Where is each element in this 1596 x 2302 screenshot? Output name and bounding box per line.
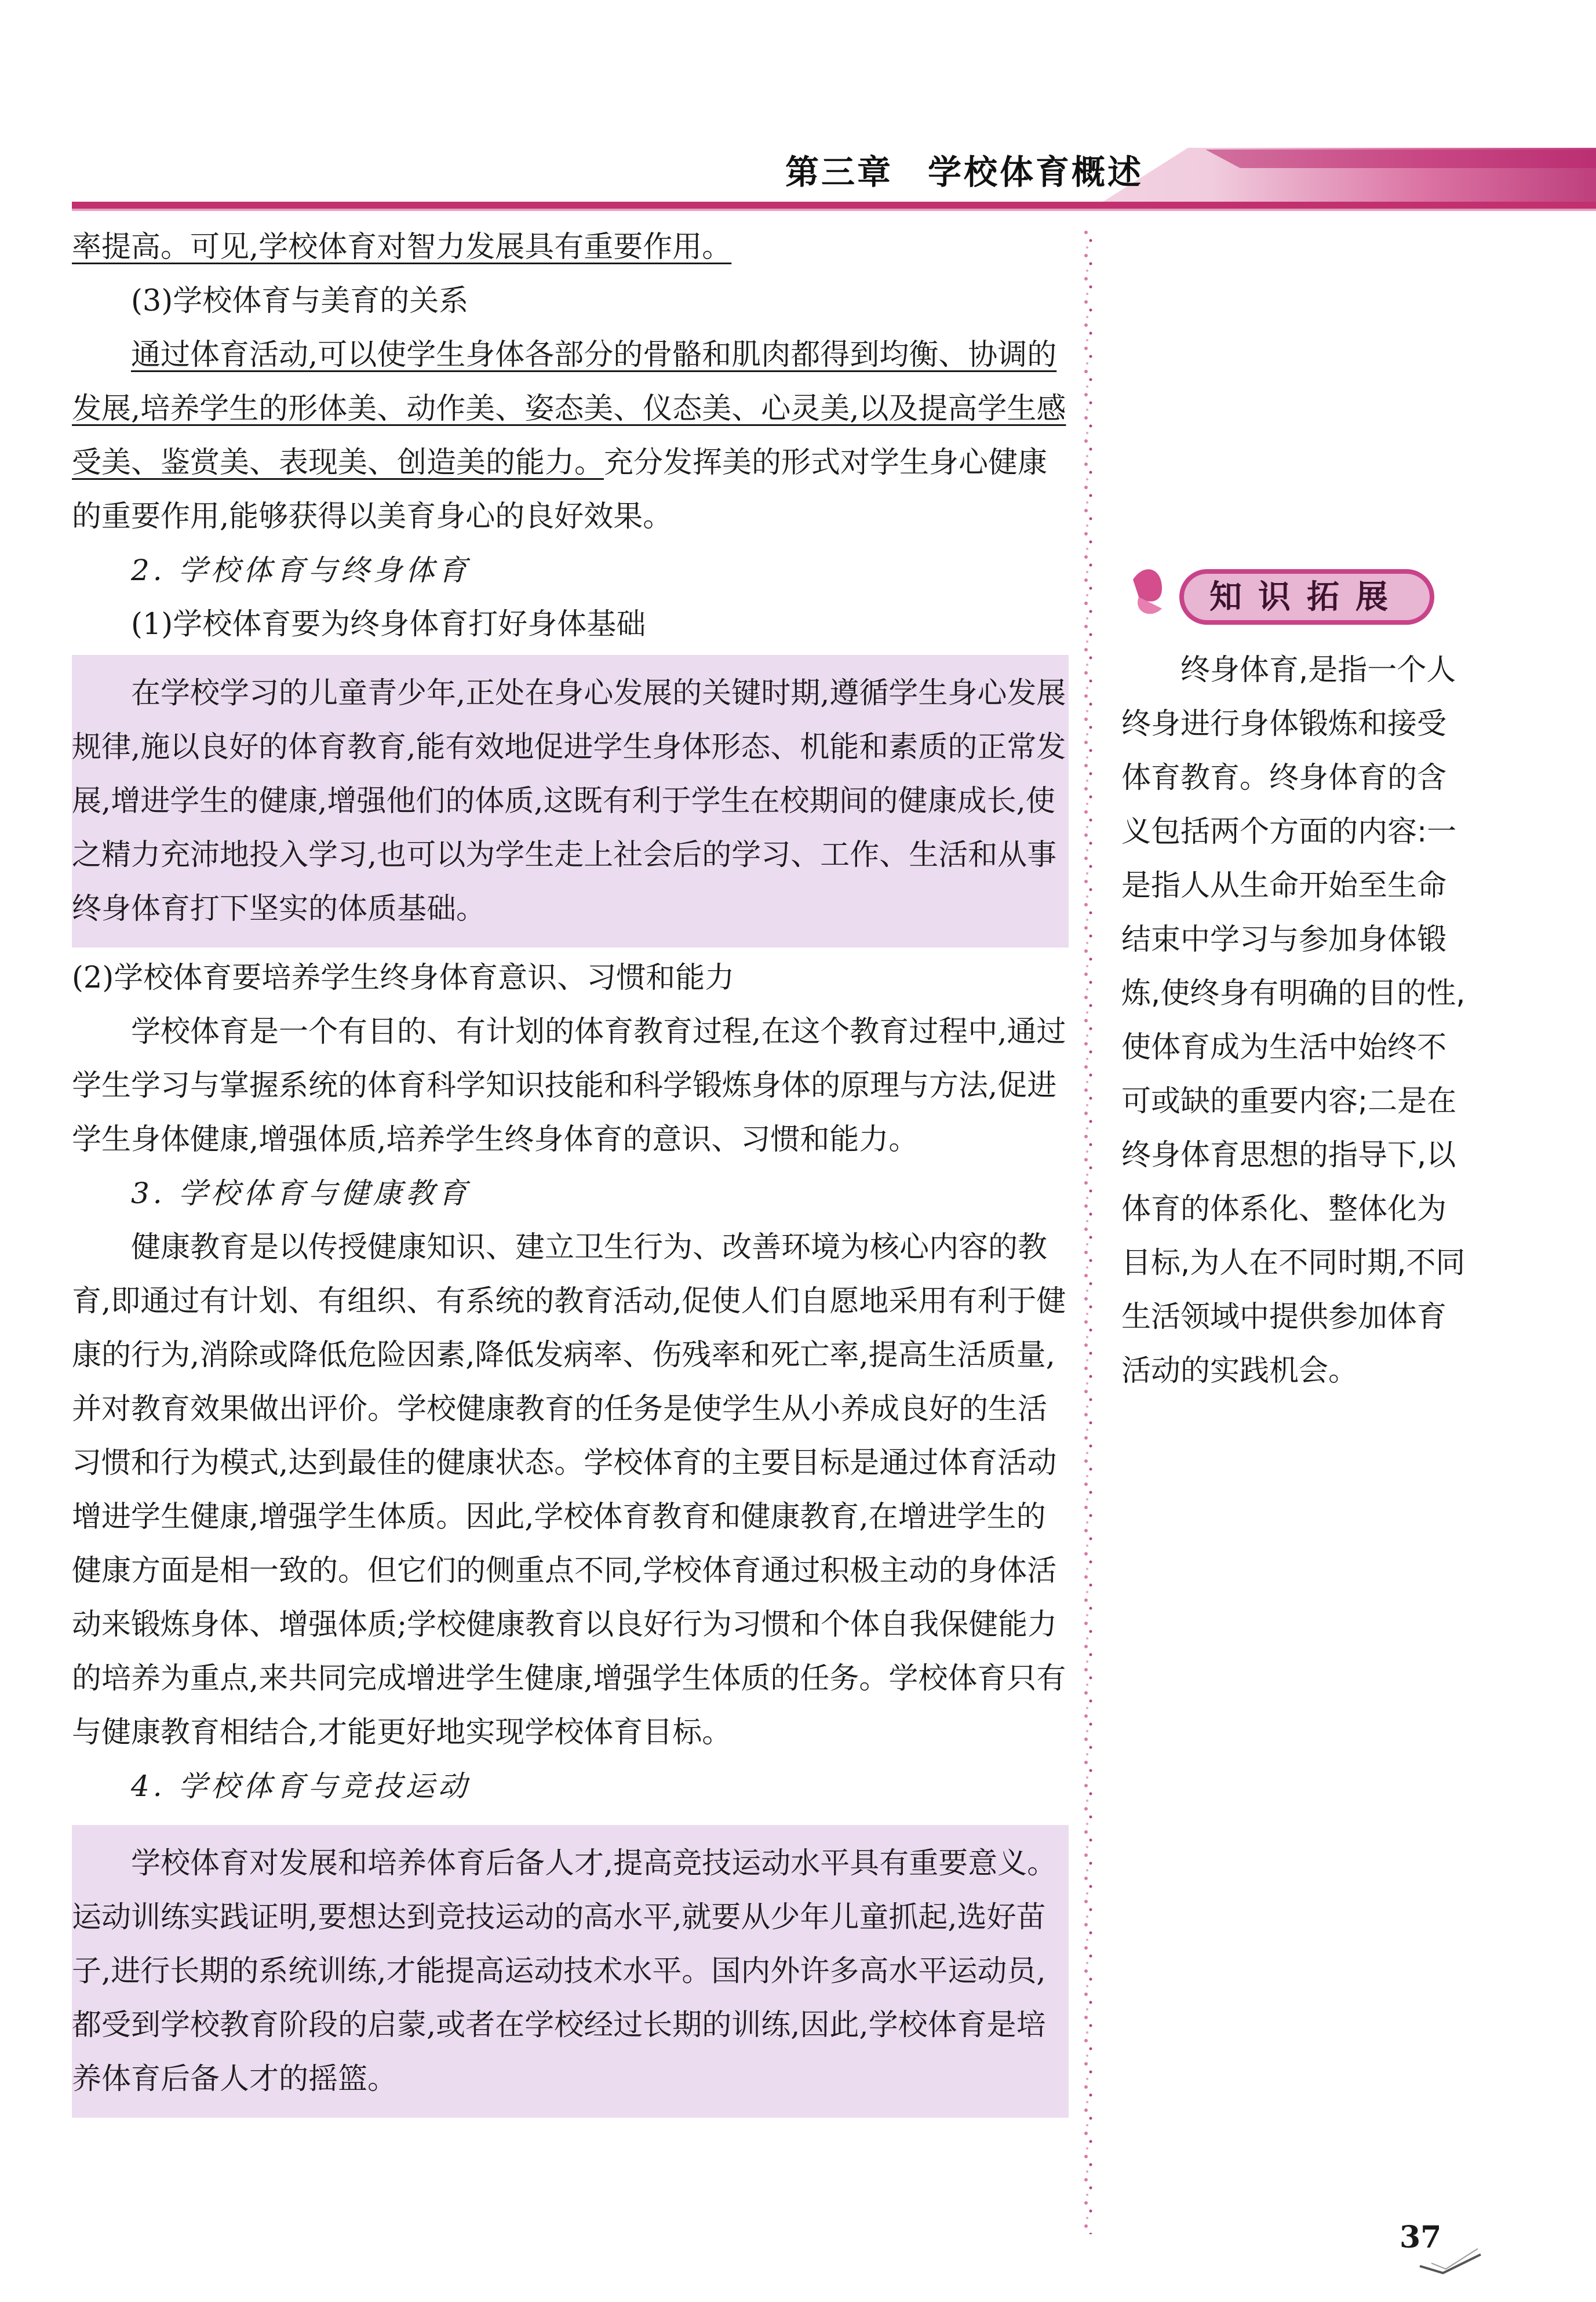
section-heading: 3. 学校体育与健康教育 [131,1177,471,1210]
header-title: 学校体育概述 [928,152,1144,192]
paragraph: 学校体育是一个有目的、有计划的体育教育过程,在这个教育过程中,通过学生学习与掌握系统的体育科学知识技能和科学锻炼身体的原理与方法,促进学生身体健康,增强体质,培养学生终身体育的意识、习惯和能力。 [72,1015,1066,1157]
vine-divider [1083,229,1094,2234]
subsection-title: (2)学校体育要培养学生终身体育意识、习惯和能力 [72,961,735,995]
section-heading: 4. 学校体育与竞技运动 [131,1769,471,1803]
paragraph-text: 充分发挥美的形式对学生身心健康的重要作用,能够获得以美育身心的良好效果。 [72,446,1048,534]
paragraph [72,328,1069,544]
subsection-title: (1)学校体育要为终身体育打好身体基础 [131,607,646,642]
section-heading: 2. 学校体育与终身体育 [131,553,471,587]
sidebar-text: 终身体育,是指一个人终身进行身体锻炼和接受体育教育。终身体育的含义包括两个方面的内容:一是指人从生命开始至生命结束中学习与参加身体锻炼,使终身有明确的目的性,使体育成为生活中始终不可或缺的重要内容;二是在终身体育思想的指导下,以体育的体系化、整体化为目标,为人在不同时期,不同生活领域中提供参加体育活动的实践机会。 [1121,653,1466,1388]
page-number: 37 [1400,2220,1442,2255]
paragraph: 学校体育对发展和培养体育后备人才,提高竞技运动水平具有重要意义。运动训练实践证明,要想达到竞技运动的高水平,就要从少年儿童抓起,选好苗子,进行长期的系统训练,才能提高运动技术水平。国内外许多高水平运动员,都受到学校教育阶段的启蒙,或者在学校经过长期的训练,因此,学校体育是培养体育后备人才的摇篮。 [72,1846,1057,2096]
subsection-title: (3)学校体育与美育的关系 [131,284,469,318]
highlight-box [72,1825,1069,2118]
header-chapter: 第三章 [785,152,894,192]
underlined-text: 通过体育活动,可以使学生身体各部分的骨骼和肌肉都得到均衡、协调的发展,培养学生的形体美、动作美、姿态美、仪态美、心灵美,以及提高学生感受美、鉴赏美、表现美、创造美的能力。 [72,338,1066,480]
paragraph: 在学校学习的儿童青少年,正处在身心发展的关键时期,遵循学生身心发展规律,施以良好的体育教育,能有效地促进学生身体形态、机能和素质的正常发展,增进学生的健康,增强他们的体质,这既有利于学生在校期间的健康成长,使之精力充沛地投入学习,也可以为学生走上社会后的学习、工作、生活和从事终身体育打下坚实的体质基础。 [72,676,1066,926]
page-corner-icon [1414,2231,1484,2278]
sidebar-extension [1121,556,1469,1398]
paragraph: 健康教育是以传授健康知识、建立卫生行为、改善环境为核心内容的教育,即通过有计划、有组织、有系统的教育活动,促使人们自愿地采用有利于健康的行为,消除或降低危险因素,降低发病率、伤残率和死亡率,提高生活质量,并对教育效果做出评价。学校健康教育的任务是使学生从小养成良好的生活习惯和行为模式,达到最佳的健康状态。学校体育的主要目标是通过体育活动增进学生健康,增强学生体质。因此,学校体育教育和健康教育,在增进学生的健康方面是相一致的。但它们的侧重点不同,学校体育通过积极主动的身体活动来锻炼身体、增强体质;学校健康教育以良好行为习惯和个体自我保健能力的培养为重点,来共同完成增进学生健康,增强学生体质的任务。学校体育只有与健康教育相结合,才能更好地实现学校体育目标。 [72,1230,1066,1750]
highlight-box [72,655,1069,948]
paragraph: 率提高。可见,学校体育对智力发展具有重要作用。 [72,230,732,264]
sidebar-banner [1121,556,1446,638]
main-column [72,220,1069,2121]
running-header [785,145,1143,194]
sidebar-title: 知识拓展 [1209,578,1404,616]
